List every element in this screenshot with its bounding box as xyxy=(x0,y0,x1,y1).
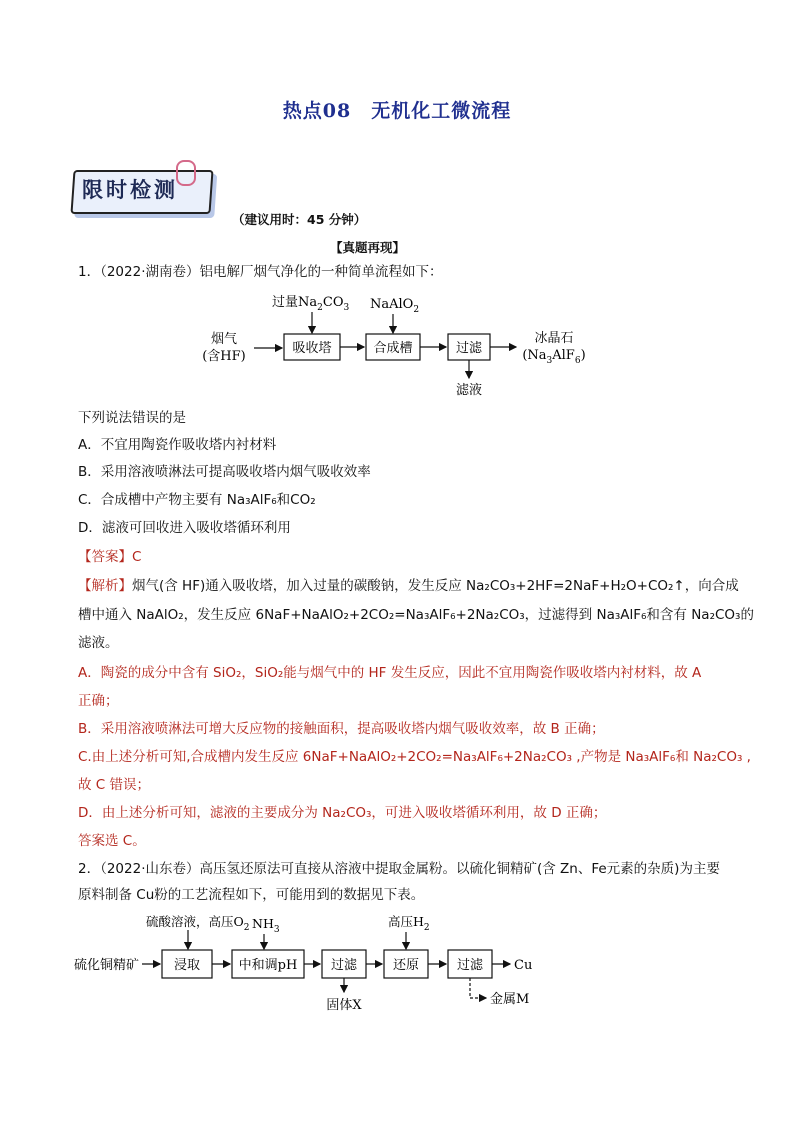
q1-option-d: D．滤液可回收进入吸收塔循环利用 xyxy=(78,520,291,536)
q1-analysis-line-7: C.由上述分析可知,合成槽内发生反应 6NaF+NaAlO₂+2CO₂=Na₃AlF₆+2Na₂CO₃ ,产物是 Na₃AlF₆和 Na₂CO₃ , xyxy=(78,749,751,765)
box-filter-2-label: 过滤 xyxy=(456,958,484,973)
box-synthesis-label: 合成槽 xyxy=(373,341,413,356)
q1-filtrate-label: 滤液 xyxy=(455,383,483,398)
q1-analysis-line-8: 故 C 错误； xyxy=(78,777,151,793)
q1-reagent-2: NaAlO$_2$ xyxy=(370,297,420,315)
paperclip-icon xyxy=(176,160,196,186)
q1-analysis-line-3: 滤液。 xyxy=(78,635,119,651)
q1-reagent-1: 过量$Na_2CO_3$ xyxy=(272,295,350,313)
q1-stem: 1．（2022·湖南卷）铝电解厂烟气净化的一种简单流程如下： xyxy=(78,264,443,280)
q2-reagent-1: 硫酸溶液，高压$O_2$ xyxy=(146,914,250,933)
q1-analysis-line-2: 槽中通入 NaAlO₂，发生反应 6NaF+NaAlO₂+2CO₂=Na₃AlF₆+2Na₂CO₃，过滤得到 Na₃AlF₆和含有 Na₂CO₃的 xyxy=(78,607,754,623)
time-limit-badge xyxy=(72,170,208,212)
q1-option-b: B．采用溶液喷淋法可提高吸收塔内烟气吸收效率 xyxy=(78,464,371,480)
q2-output-label: Cu xyxy=(514,958,533,973)
time-hint: （建议用时：45 分钟） xyxy=(232,212,367,227)
box-filter-label: 过滤 xyxy=(455,341,483,356)
q1-output-label: 冰晶石 xyxy=(534,331,574,346)
q2-metal-label: 金属M xyxy=(490,992,530,1007)
q1-analysis-line-1: 【解析】烟气(含 HF)通入吸收塔，加入过量的碳酸钠，发生反应 Na₂CO₃+2HF=2NaF+H₂O+CO₂↑，向合成 xyxy=(78,578,739,594)
page-title: 热点08 无机化工微流程 xyxy=(282,100,512,122)
q2-stem-line-2: 原料制备 Cu粉的工艺流程如下，可能用到的数据见下表。 xyxy=(78,887,425,903)
analysis-label: 【解析】 xyxy=(78,578,132,594)
box-filter-1-label: 过滤 xyxy=(330,958,358,973)
box-reduce-label: 还原 xyxy=(392,958,420,973)
q1-option-a: A．不宜用陶瓷作吸收塔内衬材料 xyxy=(78,437,277,453)
q1-prompt: 下列说法错误的是 xyxy=(78,410,186,426)
q2-stem-line-1: 2．（2022·山东卷）高压氢还原法可直接从溶液中提取金属粉。以硫化铜精矿(含 Zn、Fe元素的杂质)为主要 xyxy=(78,861,720,877)
q1-input-sublabel: (含HF) xyxy=(202,349,246,364)
badge-label: 限时检测 xyxy=(82,177,178,202)
q1-output-formula: $(Na_3AlF_6)$ xyxy=(522,348,586,366)
box-neutralize-label: 中和调pH xyxy=(238,958,298,973)
q1-analysis-line-6: B．采用溶液喷淋法可增大反应物的接触面积，提高吸收塔内烟气吸收效率，故 B 正确； xyxy=(78,721,605,737)
q1-analysis-line-10: 答案选 C。 xyxy=(78,833,146,849)
q1-option-c: C．合成槽中产物主要有 Na₃AlF₆和CO₂ xyxy=(78,492,316,508)
q1-analysis-line-5: 正确； xyxy=(78,693,119,709)
q1-input-label: 烟气 xyxy=(210,332,238,347)
q2-input-label: 硫化铜精矿 xyxy=(74,958,140,973)
q1-answer: 【答案】C xyxy=(78,549,142,565)
q2-reagent-3: 高压$H_2$ xyxy=(388,914,430,933)
section-heading: 【真题再现】 xyxy=(330,240,406,255)
box-absorber-label: 吸收塔 xyxy=(292,341,332,356)
q2-solid-label: 固体X xyxy=(326,998,362,1013)
q2-reagent-2: $NH_3$ xyxy=(252,916,280,935)
q2-flow-diagram xyxy=(72,908,542,1016)
q1-flow-diagram xyxy=(190,290,610,402)
q1-analysis-line-9: D．由上述分析可知，滤液的主要成分为 Na₂CO₃，可进入吸收塔循环利用，故 D 正确； xyxy=(78,805,607,821)
q1-analysis-line-4: A．陶瓷的成分中含有 SiO₂，SiO₂能与烟气中的 HF 发生反应，因此不宜用陶瓷作吸收塔内衬材料，故 A xyxy=(78,665,702,681)
box-leach-label: 浸取 xyxy=(173,958,201,973)
